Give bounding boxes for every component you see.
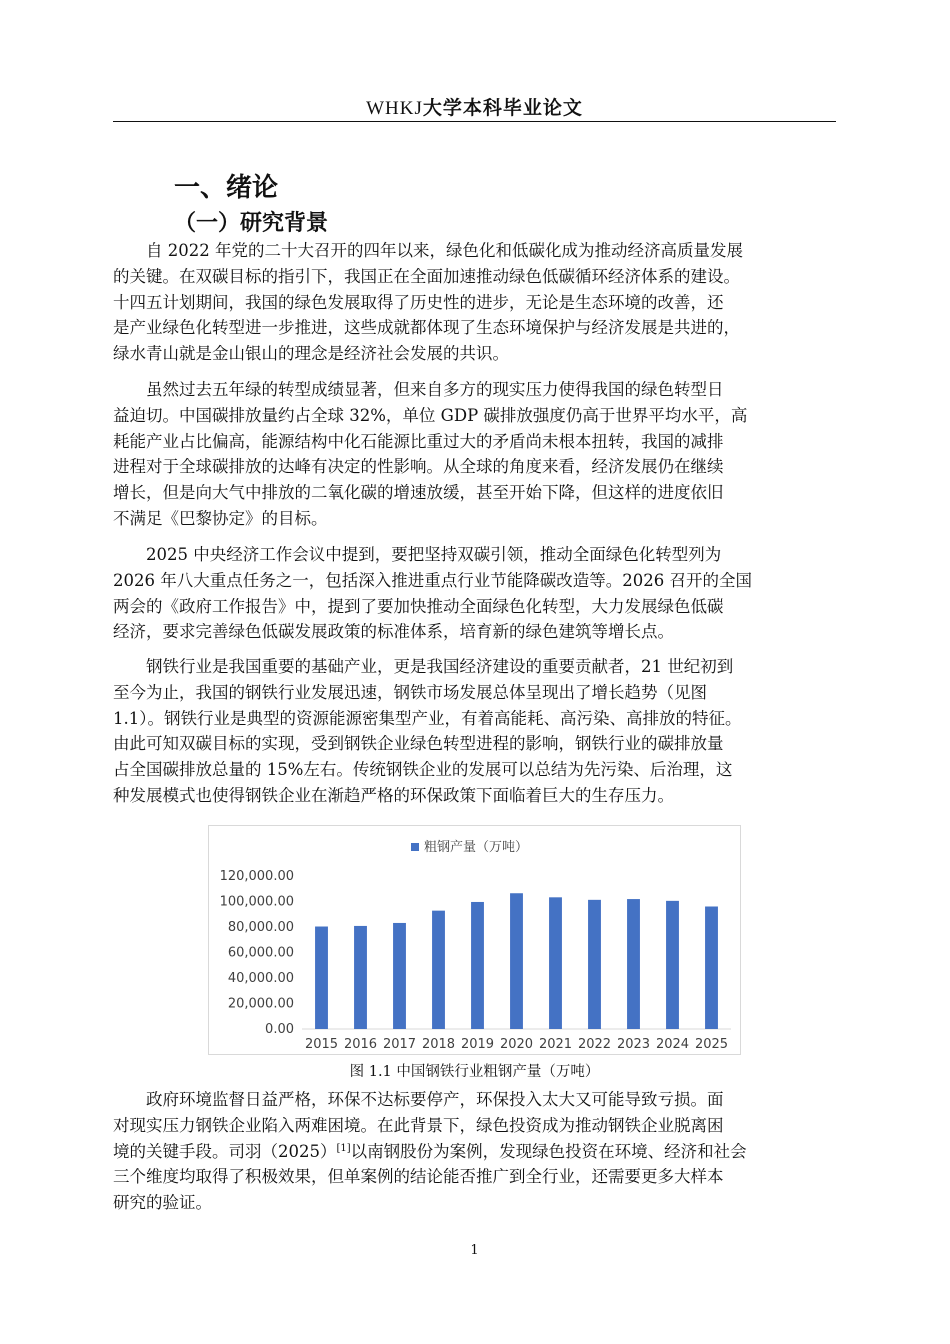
paragraph-line: 虽然过去五年绿的转型成绩显著，但来自多方的现实压力使得我国的绿色转型日 [113, 380, 724, 399]
y-tick-label: 80,000.00 [227, 920, 294, 935]
paragraph-line: 两会的《政府工作报告》中，提到了要加快推动全面绿色化转型，大力发展绿色低碳 [113, 596, 724, 616]
paragraph-2 [113, 377, 843, 532]
paragraph-line: 由此可知双碳目标的实现，受到钢铁企业绿色转型进程的影响，钢铁行业的碳排放量 [113, 734, 724, 754]
bar-2015 [315, 927, 328, 1029]
paragraph-line: 是产业绿色化转型进一步推进，这些成就都体现了生态环境保护与经济发展是共进的， [113, 318, 740, 338]
x-tick-label: 2023 [616, 1037, 651, 1052]
y-tick-label: 120,000.00 [219, 869, 294, 884]
header-rule [113, 121, 836, 122]
bar-2018 [432, 911, 445, 1029]
bar-2019 [471, 902, 484, 1029]
x-tick-label: 2018 [421, 1037, 456, 1052]
bar-2017 [393, 923, 406, 1029]
bar-2023 [627, 899, 640, 1029]
header-school-title: 大学本科毕业论文 [422, 97, 583, 119]
x-tick-label: 2015 [304, 1037, 339, 1052]
x-tick-label: 2016 [343, 1037, 378, 1052]
paragraph-line: 种发展模式也使得钢铁企业在渐趋严格的环保政策下面临着巨大的生存压力。 [113, 785, 674, 805]
bar-2016 [354, 926, 367, 1029]
paragraph-line: 绿水青山就是金山银山的理念是经济社会发展的共识。 [113, 344, 509, 364]
paragraph-line: 政府环境监督日益严格，环保不达标要停产，环保投入太大又可能导致亏损。面 [113, 1090, 724, 1109]
y-tick-label: 20,000.00 [227, 996, 294, 1012]
paragraph-line: 十四五计划期间，我国的绿色发展取得了历史性的进步，无论是生态环境的改善，还 [113, 292, 724, 312]
bar-2024 [666, 901, 679, 1029]
paragraph-line: 经济，要求完善绿色低碳发展政策的标准体系，培育新的绿色建筑等增长点。 [113, 622, 674, 642]
paragraph-line: 占全国碳排放总量的 15%左右。传统钢铁企业的发展可以总结为先污染、后治理，这 [113, 760, 733, 780]
paragraph-line: 2025 中央经济工作会议中提到，要把坚持双碳引领，推动全面绿色化转型列为 [113, 545, 722, 564]
paragraph-line: 耗能产业占比偏高，能源结构中化石能源比重过大的矛盾尚未根本扭转，我国的减排 [113, 431, 724, 451]
citation-ref[interactable]: [1] [336, 1142, 351, 1154]
paragraph-line: 增长，但是向大气中排放的二氧化碳的增速放缓，甚至开始下降，但这样的进度依旧 [113, 483, 724, 503]
x-tick-label: 2019 [460, 1037, 495, 1052]
paragraph-line [113, 1139, 843, 1165]
y-tick-label: 40,000.00 [227, 971, 294, 986]
paragraph-line: 至今为止，我国的钢铁行业发展迅速，钢铁市场发展总体呈现出了增长趋势（见图 [113, 682, 707, 702]
page-header [113, 93, 836, 120]
paragraph-line: 2026 年八大重点任务之一，包括深入推进重点行业节能降碳改造等。2026 召开的全国 [113, 570, 752, 590]
bar-2020 [510, 893, 523, 1029]
y-tick-label: 60,000.00 [227, 945, 294, 961]
y-tick-label: 100,000.00 [219, 894, 294, 910]
paragraph-line: 钢铁行业是我国重要的基础产业，更是我国经济建设的重要贡献者，21 世纪初到 [113, 657, 734, 676]
subsection-title: （一）研究背景 [174, 211, 329, 236]
bar-2022 [588, 900, 601, 1029]
paragraph-3 [113, 542, 843, 645]
paragraph-line: 益迫切。中国碳排放量约占全球 32%，单位 GDP 碳排放强度仍高于世界平均水平，高 [113, 405, 748, 425]
page-number: 1 [470, 1243, 479, 1258]
legend-swatch [411, 843, 419, 851]
paragraph-line: 不满足《巴黎协定》的目标。 [113, 508, 328, 528]
paragraph-1 [113, 238, 843, 367]
header-school-code: WHKJ [366, 98, 423, 119]
x-tick-label: 2017 [382, 1037, 417, 1052]
paragraph-line: 对现实压力钢铁企业陷入两难困境。在此背景下，绿色投资成为推动钢铁企业脱离困 [113, 1115, 724, 1135]
bar-2025 [705, 906, 718, 1029]
section-title: 一、绪论 [174, 173, 279, 203]
paragraph-line: 自 2022 年党的二十大召开的四年以来，绿色化和低碳化成为推动经济高质量发展 [113, 241, 743, 260]
legend-label: 粗钢产量（万吨） [424, 840, 529, 855]
paragraph-line: 研究的验证。 [113, 1193, 212, 1213]
paragraph-text: 境的关键手段。司羽（2025） [113, 1141, 337, 1161]
figure-caption: 图 1.1 中国钢铁行业粗钢产量（万吨） [349, 1064, 600, 1080]
x-tick-label: 2024 [655, 1037, 690, 1052]
paragraph-4 [113, 654, 843, 809]
bar-2021 [549, 897, 562, 1029]
paragraph-5 [113, 1087, 843, 1216]
paragraph-line: 的关键。在双碳目标的指引下，我国正在全面加速推动绿色低碳循环经济体系的建设。 [113, 266, 740, 286]
paragraph-text: 以南钢股份为案例，发现绿色投资在环境、经济和社会 [350, 1141, 747, 1161]
y-tick-label: 0.00 [265, 1022, 294, 1037]
x-tick-label: 2025 [694, 1037, 729, 1052]
paragraph-line: 三个维度均取得了积极效果，但单案例的结论能否推广到全行业，还需要更多大样本 [113, 1167, 724, 1187]
paragraph-line: 进程对于全球碳排放的达峰有决定的性影响。从全球的角度来看，经济发展仍在继续 [113, 457, 724, 477]
x-tick-label: 2022 [577, 1037, 612, 1052]
bar-chart-svg [209, 826, 740, 1054]
steel-output-chart [208, 825, 741, 1055]
x-tick-label: 2020 [499, 1037, 534, 1052]
x-tick-label: 2021 [538, 1037, 573, 1052]
paragraph-line: 1.1）。钢铁行业是典型的资源能源密集型产业，有着高能耗、高污染、高排放的特征。 [113, 708, 742, 728]
